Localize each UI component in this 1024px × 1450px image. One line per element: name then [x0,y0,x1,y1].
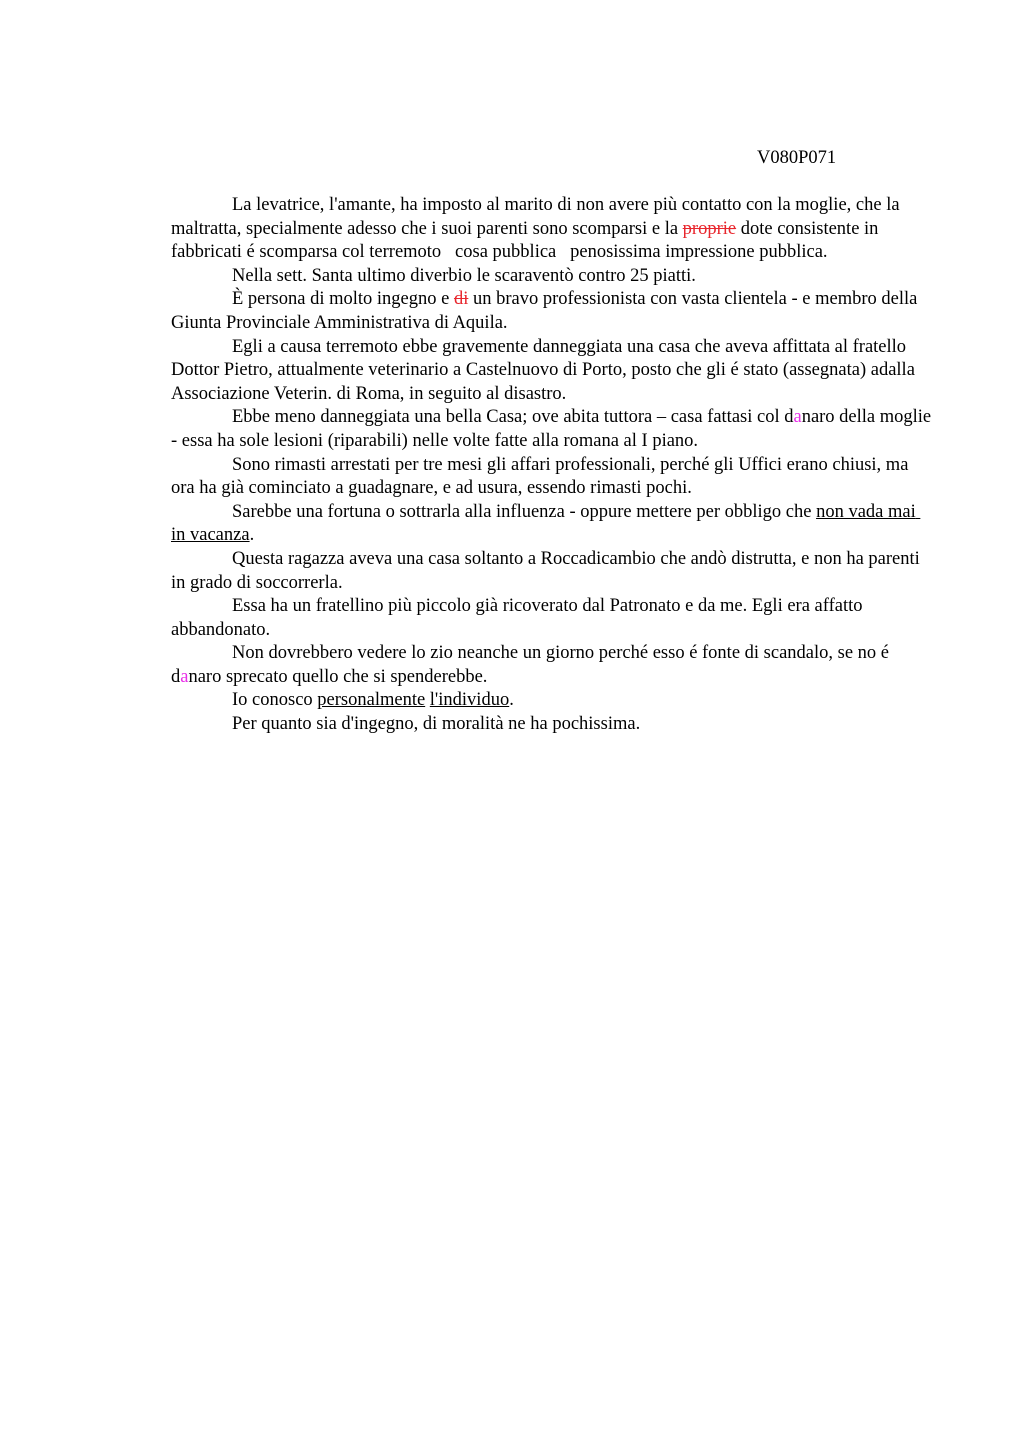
document-body [171,194,936,737]
paragraph [171,194,933,265]
text-run: Sono rimasti arrestati per tre mesi gli affari professionali, perché gli Uffici erano chiusi, ma ora ha già cominciato a guadagnare, e ad usura, essendo rimasti pochi. [171,454,914,499]
inserted-letter: a [793,407,802,428]
page-identifier: V080P071 [757,148,837,168]
text-run: naro della moglie - essa ha sole lesioni (riparabili) nelle volte fatte alla romana al I piano. [171,407,936,451]
paragraph [171,265,933,289]
paragraph [171,548,933,595]
paragraph [171,336,933,407]
paragraph [171,406,936,453]
text-run: Per quanto sia d'ingegno, di moralità ne ha pochissima. [232,714,641,735]
deleted-word: di [453,289,469,310]
text-run: Sarebbe una fortuna o sottrarla alla influenza - oppure mettere per obbligo che [232,501,817,522]
inserted-letter: a [180,666,189,687]
underlined-word: personalmente [317,690,426,711]
text-run: Questa ragazza aveva una casa soltanto a Roccadicambio che andò distrutta, e non ha parenti in grado di soccorrerla. [171,548,925,593]
text-run: È persona di molto ingegno e [232,289,454,310]
text-run: La levatrice, l'amante, ha imposto al marito di non avere più contatto con la moglie, che la maltratta, specialmente adesso che i suoi parenti sono scomparsi e la [171,195,905,239]
paragraph [171,501,933,548]
text-run: Nella sett. Santa ultimo diverbio le scaraventò contro 25 piatti. [232,265,696,286]
text-run: dote consistente in fabbricati é scomparsa col terremoto cosa pubblica penosissima impressione pubblica. [171,218,884,263]
text-run: . [249,525,255,546]
paragraph [171,689,933,713]
text-run: Non dovrebbero vedere lo zio neanche un giorno perché esso é fonte di scandalo, se no é d [171,643,894,687]
text-run: Ebbe meno danneggiata una bella Casa; ove abita tuttora – casa fattasi col d [232,407,794,428]
paragraph [171,454,933,501]
text-run: Egli a causa terremoto ebbe gravemente danneggiata una casa che aveva affittata al fratello Dottor Pietro, attualmente veterinario a Castelnuovo di Porto, posto che gli é stato (assegnata) adalla Associazione Veterin. di Roma, in seguito al disastro. [171,336,919,404]
text-run: naro sprecato quello che si spenderebbe. [188,666,488,687]
paragraph [171,713,933,737]
text-run: Io conosco [232,690,318,711]
deleted-word: proprie [682,218,737,239]
paragraph [171,288,933,335]
paragraph [171,595,933,642]
text-run: . [509,690,514,711]
underlined-word: l'individuo [429,690,510,711]
text-run: un bravo professionista con vasta clientela - e membro della Giunta Provinciale Amministrativa di Aquila. [171,289,922,333]
paragraph [171,642,933,689]
text-run: Essa ha un fratellino più piccolo già ricoverato dal Patronato e da me. Egli era affatto abbandonato. [171,596,868,640]
underlined-phrase: non vada mai in vacanza [171,501,921,546]
